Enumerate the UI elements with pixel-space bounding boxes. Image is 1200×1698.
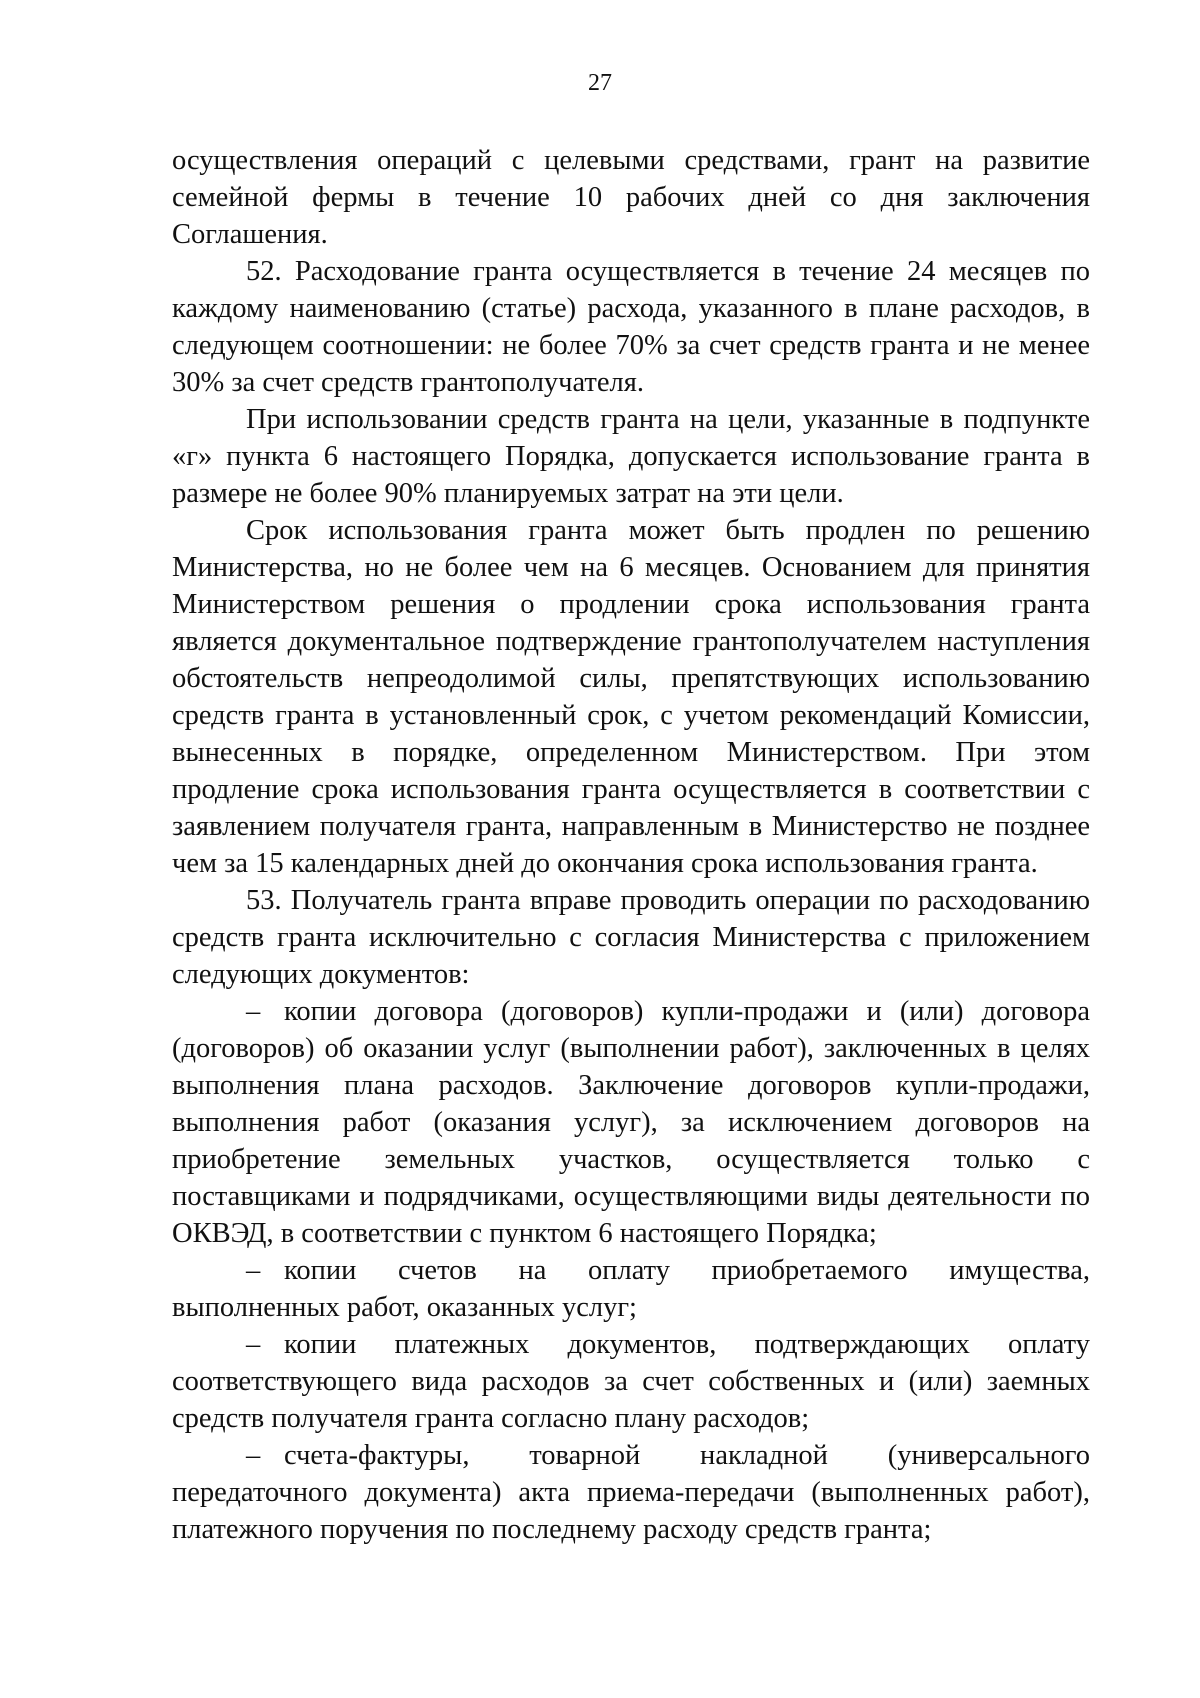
list-item xyxy=(172,1437,1090,1548)
paragraph-extension: Срок использования гранта может быть продлен по решению Министерства, но не более чем на 6 месяцев. Основанием для принятия Министерством решения о продлении срока использования гранта является документальное подтверждение грантополучателем наступления обстоятельств непреодолимой силы, препятствующих использованию средств гранта в установленный срок, с учетом рекомендаций Комиссии, вынесенных в порядке, определенном Министерством. При этом продление срока использования гранта осуществляется в соответствии с заявлением получателя гранта, направленным в Министерство не позднее чем за 15 календарных дней до окончания срока использования гранта. xyxy=(172,515,1090,879)
list-item-text: копии счетов на оплату приобретаемого имущества, выполненных работ, оказанных услуг; xyxy=(172,1255,1090,1323)
paragraph-53: 53. Получатель гранта вправе проводить операции по расходованию средств гранта исключительно с согласия Министерства с приложением следующих документов: xyxy=(172,885,1090,990)
document-body xyxy=(172,142,1090,1548)
list-item-text: счета-фактуры, товарной накладной (универсального передаточного документа) акта приема-передачи (выполненных работ), платежного поручения по последнему расходу средств гранта; xyxy=(172,1440,1090,1545)
list-item-text: копии договора (договоров) купли-продажи и (или) договора (договоров) об оказании услуг (выполнении работ), заключенных в целях выполнения плана расходов. Заключение договоров купли-продажи, выполнения работ (оказания услуг), за исключением договоров на приобретение земельных участков, осуществляется только с поставщиками и подрядчиками, осуществляющими виды деятельности по ОКВЭД, в соответствии с пунктом 6 настоящего Порядка; xyxy=(172,996,1090,1249)
list-item xyxy=(172,1252,1090,1326)
paragraph-subpoint-g: При использовании средств гранта на цели, указанные в подпункте «г» пункта 6 настоящего Порядка, допускается использование гранта в размере не более 90% планируемых затрат на эти цели. xyxy=(172,404,1090,509)
paragraph-52: 52. Расходование гранта осуществляется в течение 24 месяцев по каждому наименованию (статье) расхода, указанного в плане расходов, в следующем соотношении: не более 70% за счет средств гранта и не менее 30% за счет средств грантополучателя. xyxy=(172,256,1090,398)
dash-bullet: – xyxy=(246,1329,261,1360)
dash-bullet: – xyxy=(246,1440,261,1471)
paragraph-continuation: осуществления операций с целевыми средствами, грант на развитие семейной фермы в течение 10 рабочих дней со дня заключения Соглашения. xyxy=(172,145,1090,250)
dash-bullet: – xyxy=(246,1255,261,1286)
list-item xyxy=(172,993,1090,1252)
list-item-text: копии платежных документов, подтверждающих оплату соответствующего вида расходов за счет собственных и (или) заемных средств получателя гранта согласно плану расходов; xyxy=(172,1329,1090,1434)
list-item xyxy=(172,1326,1090,1437)
page-number: 27 xyxy=(588,70,612,96)
dash-bullet: – xyxy=(246,996,261,1027)
